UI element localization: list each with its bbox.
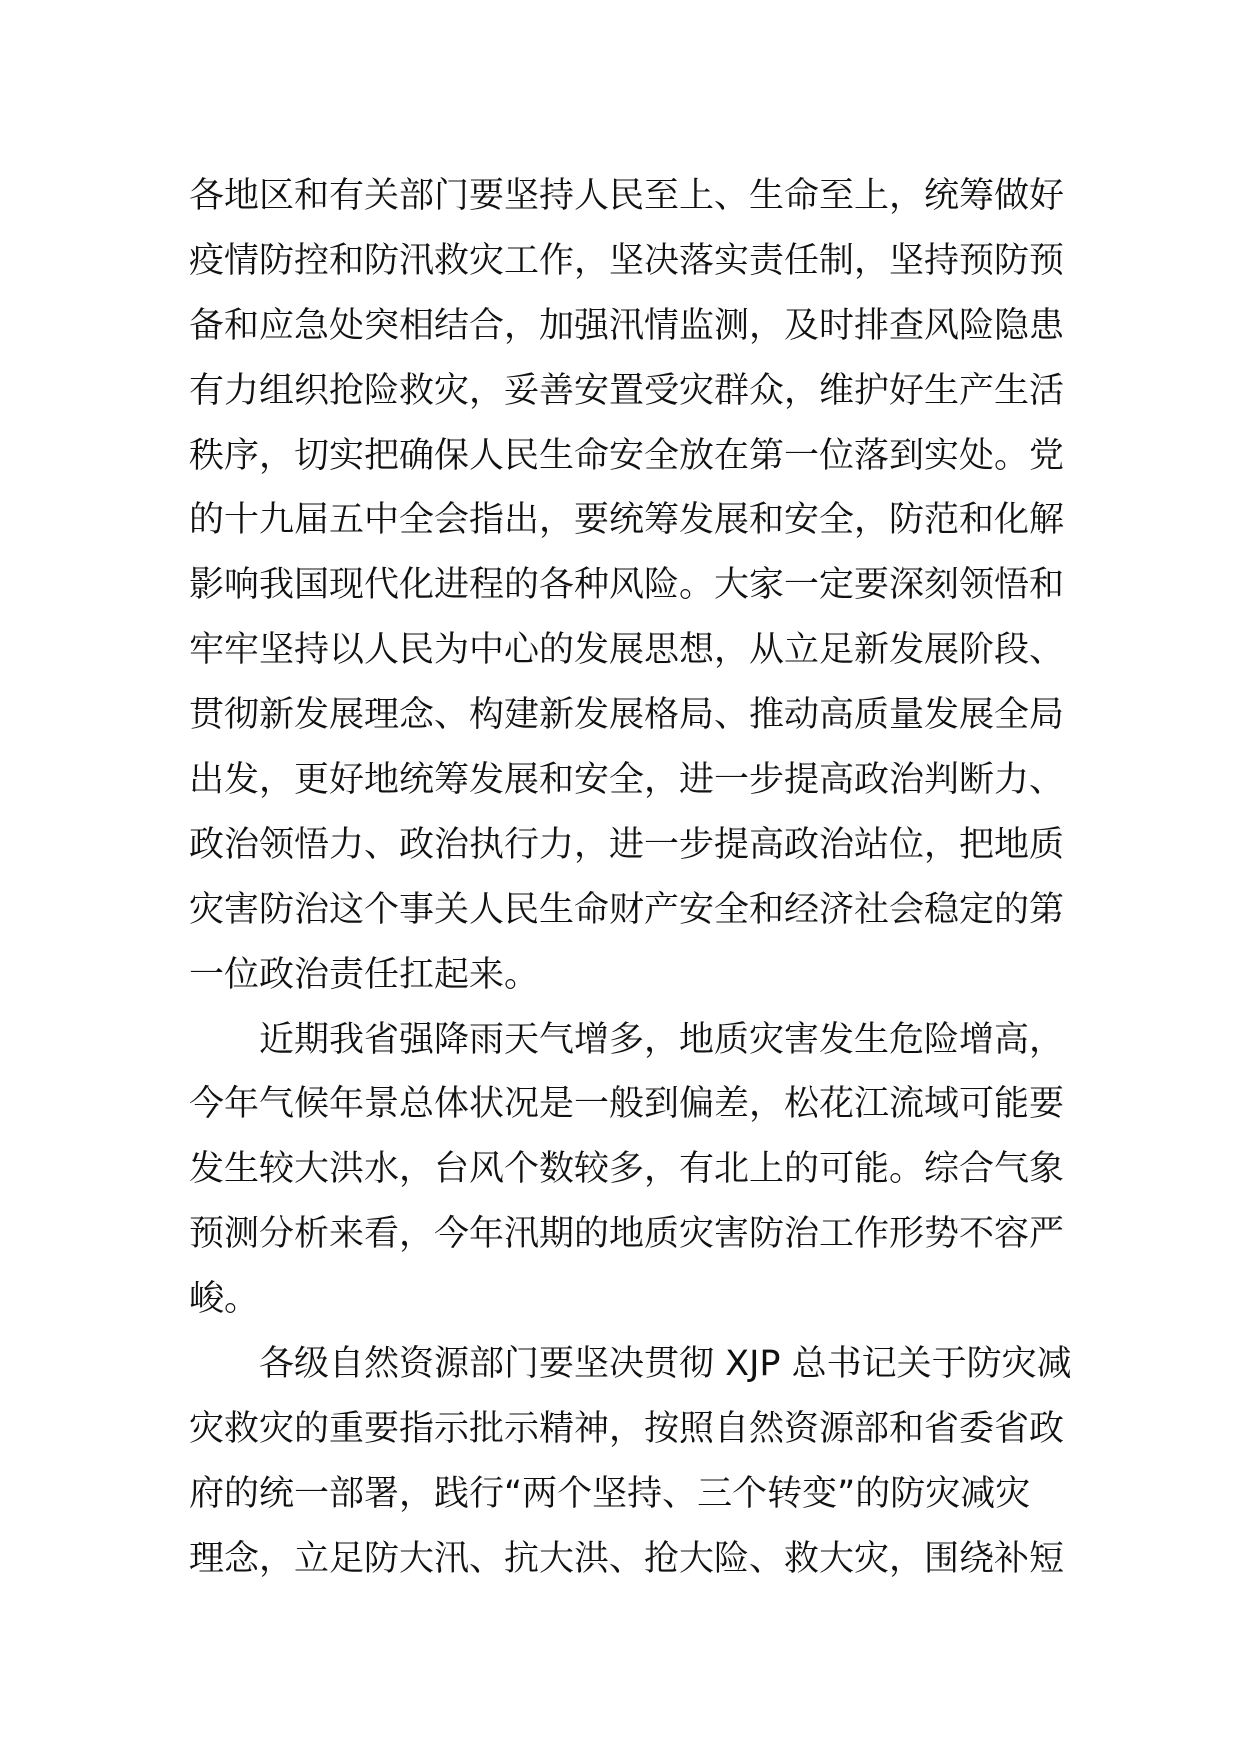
text-line: 各级自然资源部门要坚决贯彻 XJP 总书记关于防灾减: [189, 1344, 1072, 1385]
text-line: 近期我省强降雨天气增多，地质灾害发生危险增高，: [189, 1019, 1065, 1060]
paragraph-1: [189, 164, 1064, 1008]
document-body: [189, 164, 1072, 1592]
text-line: 秩序，切实把确保人民生命安全放在第一位落到实处。党: [189, 435, 1065, 476]
paragraph-2: [189, 1008, 1064, 1332]
text-line: 有力组织抢险救灾，妥善安置受灾群众，维护好生产生活: [189, 370, 1065, 411]
text-line: 府的统一部署，践行“两个坚持、三个转变”的防灾减灾: [189, 1473, 1031, 1514]
text-line: 疫情防控和防汛救灾工作，坚决落实责任制，坚持预防预: [189, 240, 1065, 281]
text-line: 出发，更好地统筹发展和安全，进一步提高政治判断力、: [189, 760, 1065, 801]
text-line: 灾救灾的重要指示批示精神，按照自然资源部和省委省政: [189, 1408, 1065, 1449]
text-line: 牢牢坚持以人民为中心的发展思想，从立足新发展阶段、: [189, 630, 1065, 671]
text-line: 灾害防治这个事关人民生命财产安全和经济社会稳定的第: [189, 889, 1065, 930]
text-line: 贯彻新发展理念、构建新发展格局、推动高质量发展全局: [189, 695, 1065, 736]
text-line: 预测分析来看，今年汛期的地质灾害防治工作形势不容严: [189, 1214, 1065, 1255]
text-line: 峻。: [189, 1279, 260, 1320]
text-line: 备和应急处突相结合，加强汛情监测，及时排查风险隐患: [189, 305, 1065, 346]
text-line: 政治领悟力、政治执行力，进一步提高政治站位，把地质: [189, 824, 1065, 865]
text-line: 理念，立足防大汛、抗大洪、抢大险、救大灾，围绕补短: [189, 1538, 1065, 1579]
text-line: 各地区和有关部门要坚持人民至上、生命至上，统筹做好: [189, 176, 1065, 216]
paragraph-3: [189, 1332, 1072, 1592]
text-line: 的十九届五中全会指出，要统筹发展和安全，防范和化解: [189, 500, 1065, 541]
text-line: 影响我国现代化进程的各种风险。大家一定要深刻领悟和: [189, 565, 1065, 606]
text-line: 一位政治责任扛起来。: [189, 954, 540, 995]
text-line: 发生较大洪水，台风个数较多，有北上的可能。综合气象: [189, 1149, 1065, 1190]
text-line: 今年气候年景总体状况是一般到偏差，松花江流域可能要: [189, 1084, 1065, 1125]
